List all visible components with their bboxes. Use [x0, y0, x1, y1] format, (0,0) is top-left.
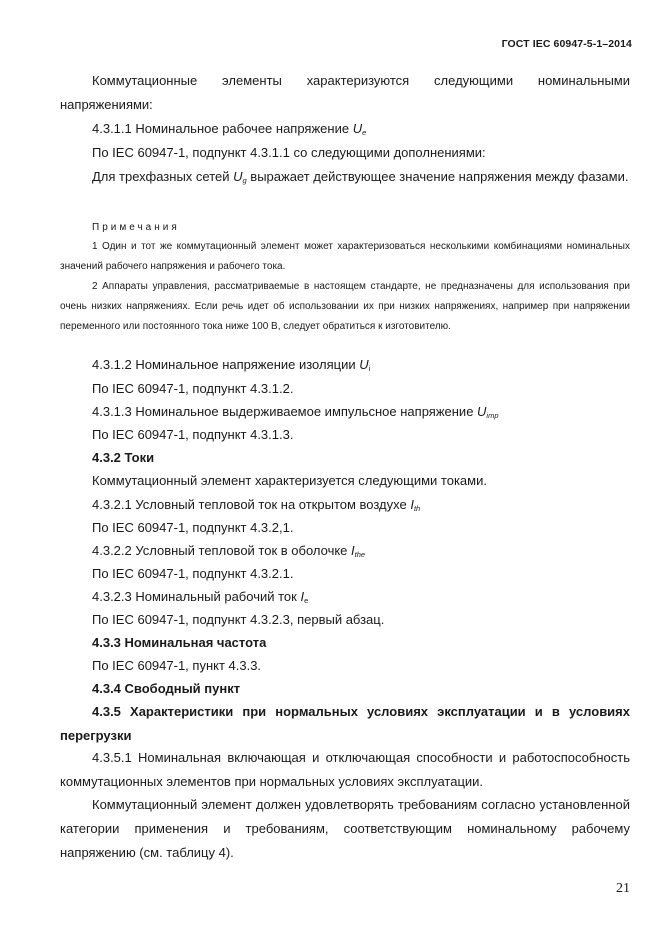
clause-4-3-1-3: 4.3.1.3 Номинальное выдерживаемое импульсное напряжение $U_{imp}$: [92, 404, 499, 420]
heading-4-3-5: 4.3.5 Характеристики при нормальных условиях эксплуатации и в условиях перегрузки: [60, 704, 630, 743]
paragraph-currents: Коммутационный элемент характеризуется следующими токами.: [92, 473, 487, 488]
paragraph-requirements: Коммутационный элемент должен удовлетворять требованиям согласно установленной категории применения и требованиям, соответствующим номинальному рабочему напряжению (см. таблицу 4).: [60, 797, 630, 860]
clause-4-3-2-2: 4.3.2.2 Условный тепловой ток в оболочке $I_{the}$: [92, 543, 366, 559]
heading-4-3-3: 4.3.3 Номинальная частота: [92, 635, 267, 650]
paragraph-ref-4-3-1-3: По IEC 60947-1, подпункт 4.3.1.3.: [92, 427, 294, 442]
note-2: 2 Аппараты управления, рассматриваемые в настоящем стандарте, не предназначены для использования при очень низких напряжениях. Если речь идет об использовании их при низких напряжениях, например при напряжении переменного или постоянного тока ниже 100 В, следует обратиться к изготовителю.: [60, 281, 630, 332]
paragraph-ref-4-3-1-2: По IEC 60947-1, подпункт 4.3.1.2.: [92, 381, 294, 396]
clause-4-3-2-1: 4.3.2.1 Условный тепловой ток на открытом воздухе $I_{th}$: [92, 497, 421, 513]
standard-header: ГОСТ IEC 60947-5-1–2014: [501, 38, 632, 50]
paragraph-rated-voltages: Коммутационные элементы характеризуются следующими номинальными напряжениями:: [60, 73, 630, 112]
clause-4-3-1-1: 4.3.1.1 Номинальное рабочее напряжение $U_e$: [92, 121, 367, 137]
paragraph-three-phase: Для трехфазных сетей $U_g$ выражает действующее значение напряжения между фазами.: [92, 169, 629, 185]
paragraph-ref-4-3-2-1a: По IEC 60947-1, подпункт 4.3.2,1.: [92, 520, 294, 535]
paragraph-ref-4-3-2-3: По IEC 60947-1, подпункт 4.3.2.3, первый абзац.: [92, 612, 385, 627]
paragraph-ref-4-3-3: По IEC 60947-1, пункт 4.3.3.: [92, 658, 262, 673]
clause-4-3-5-1: 4.3.5.1 Номинальная включающая и отключающая способности и работоспособность коммутационных элементов при нормальных условиях эксплуатации.: [60, 750, 630, 789]
notes-heading: Примечания: [92, 222, 180, 233]
paragraph-ref-4-3-1-1: По IEC 60947-1, подпункт 4.3.1.1 со следующими дополнениями:: [92, 145, 486, 160]
heading-4-3-2: 4.3.2 Токи: [92, 450, 155, 465]
note-1: 1 Один и тот же коммутационный элемент может характеризоваться несколькими комбинациями номинальных значений рабочего напряжения и рабочего тока.: [60, 241, 630, 272]
clause-4-3-2-3: 4.3.2.3 Номинальный рабочий ток $I_e$: [92, 589, 309, 605]
paragraph-ref-4-3-2-1b: По IEC 60947-1, подпункт 4.3.2.1.: [92, 566, 294, 581]
page-number: 21: [616, 881, 630, 896]
heading-4-3-4: 4.3.4 Свободный пункт: [92, 681, 241, 696]
clause-4-3-1-2: 4.3.1.2 Номинальное напряжение изоляции $U_i$: [92, 357, 371, 373]
